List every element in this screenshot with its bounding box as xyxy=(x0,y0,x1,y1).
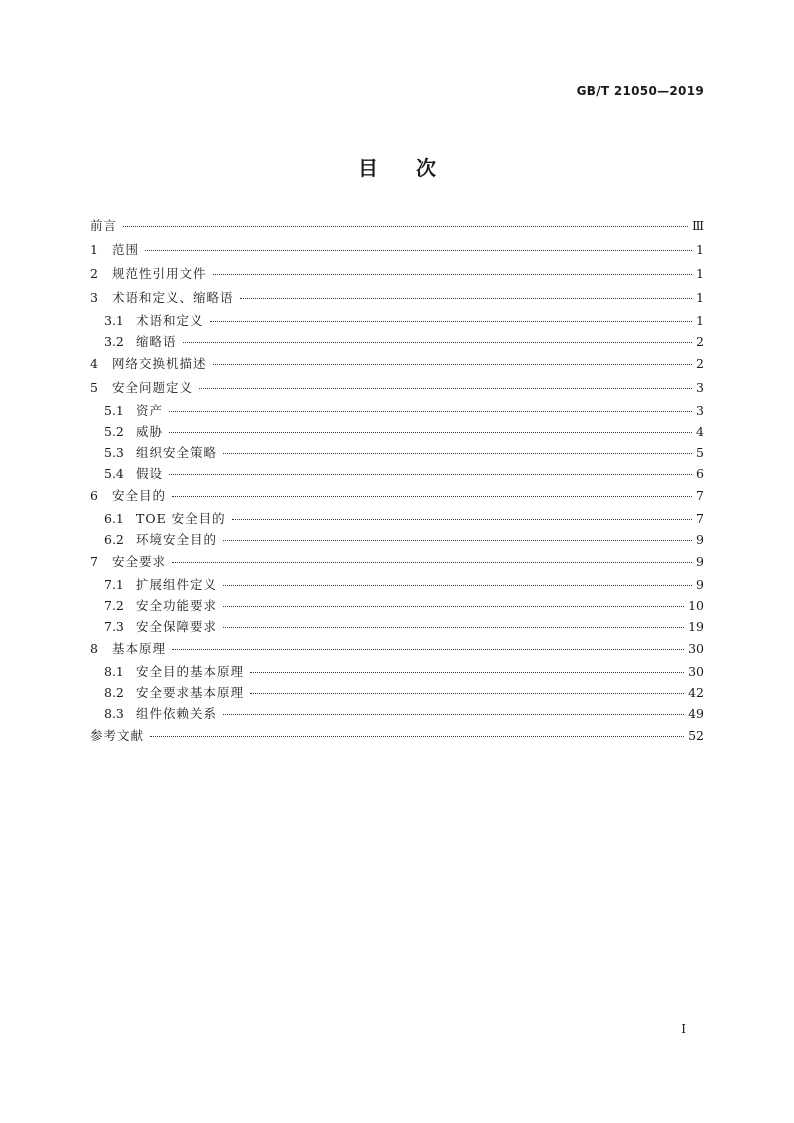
toc-entry-number: 6.2 xyxy=(104,532,124,547)
toc-leader-dots xyxy=(213,364,692,365)
toc-leader-dots xyxy=(123,226,688,227)
toc-entry-number: 6.1 xyxy=(104,511,124,526)
toc-entry[interactable] xyxy=(90,703,704,724)
toc-leader-dots xyxy=(213,274,692,275)
toc-entry[interactable] xyxy=(90,661,704,682)
toc-entry-number: 7.2 xyxy=(104,598,124,613)
toc-entry[interactable] xyxy=(90,238,704,262)
toc-entry-number: 6 xyxy=(90,488,98,503)
toc-entry-label: 前言 xyxy=(90,218,118,233)
toc-entry-label: 范围 xyxy=(112,242,140,257)
toc-leader-dots xyxy=(223,606,684,607)
toc-entry[interactable] xyxy=(90,400,704,421)
toc-entry[interactable] xyxy=(90,508,704,529)
toc-leader-dots xyxy=(169,411,692,412)
toc-entry-label: 安全目的基本原理 xyxy=(136,664,245,679)
toc-leader-dots xyxy=(169,432,692,433)
toc-leader-dots xyxy=(183,342,692,343)
toc-entry-page: 3 xyxy=(696,380,704,395)
toc-entry-page: 5 xyxy=(696,445,704,460)
toc-entry-page: 1 xyxy=(696,290,704,305)
toc-entry[interactable] xyxy=(90,574,704,595)
toc-leader-dots xyxy=(250,693,684,694)
toc-entry-label: 网络交换机描述 xyxy=(112,356,207,371)
toc-entry[interactable] xyxy=(90,637,704,661)
toc-entry[interactable] xyxy=(90,262,704,286)
toc-entry-label: 安全要求 xyxy=(112,554,167,569)
toc-entry-page: 9 xyxy=(696,577,704,592)
toc-entry-page: 10 xyxy=(688,598,704,613)
toc-entry-number: 3.2 xyxy=(104,334,124,349)
toc-entry-page: 2 xyxy=(696,356,704,371)
toc-entry-number: 5.2 xyxy=(104,424,124,439)
toc-entry-page: 2 xyxy=(696,334,704,349)
toc-entry-page: 42 xyxy=(688,685,704,700)
toc-leader-dots xyxy=(169,474,692,475)
toc-leader-dots xyxy=(223,453,692,454)
toc-entry-label: 安全问题定义 xyxy=(112,380,194,395)
toc-entry-number: 7 xyxy=(90,554,98,569)
toc-entry-number: 4 xyxy=(90,356,98,371)
toc-entry-number: 7.1 xyxy=(104,577,124,592)
toc-leader-dots xyxy=(172,496,692,497)
toc-entry[interactable] xyxy=(90,214,704,238)
toc-entry-page: 4 xyxy=(696,424,704,439)
toc-entry[interactable] xyxy=(90,550,704,574)
toc-entry[interactable] xyxy=(90,724,704,748)
toc-entry-number: 2 xyxy=(90,266,98,281)
toc-entry-page: 9 xyxy=(696,554,704,569)
toc-entry[interactable] xyxy=(90,376,704,400)
toc-entry-number: 8.3 xyxy=(104,706,124,721)
toc-entry-label: 参考文献 xyxy=(90,728,145,743)
toc-leader-dots xyxy=(172,649,684,650)
toc-entry[interactable] xyxy=(90,310,704,331)
toc-leader-dots xyxy=(232,519,692,520)
toc-entry[interactable] xyxy=(90,442,704,463)
toc-entry-number: 5.3 xyxy=(104,445,124,460)
toc-entry-number: 8 xyxy=(90,641,98,656)
toc-entry-label: 缩略语 xyxy=(136,334,177,349)
toc-entry-label: 术语和定义 xyxy=(136,313,204,328)
toc-entry[interactable] xyxy=(90,421,704,442)
toc-entry-number: 8.2 xyxy=(104,685,124,700)
toc-entry-page: 3 xyxy=(696,403,704,418)
toc-entry[interactable] xyxy=(90,331,704,352)
toc-entry-page: 1 xyxy=(696,266,704,281)
toc-entry-number: 7.3 xyxy=(104,619,124,634)
page-title: 目次 xyxy=(358,156,474,180)
toc-entry-label: 安全目的 xyxy=(112,488,167,503)
toc-entry-label: 假设 xyxy=(136,466,164,481)
toc-entry-label: 术语和定义、缩略语 xyxy=(112,290,234,305)
toc-entry-label: 组织安全策略 xyxy=(136,445,218,460)
toc-leader-dots xyxy=(210,321,692,322)
toc-entry-page: 30 xyxy=(688,664,704,679)
toc-entry[interactable] xyxy=(90,484,704,508)
toc-entry[interactable] xyxy=(90,286,704,310)
toc-leader-dots xyxy=(240,298,692,299)
toc-entry-label: TOE 安全目的 xyxy=(136,511,226,526)
toc-entry-page: 7 xyxy=(696,488,704,503)
toc-entry-label: 基本原理 xyxy=(112,641,167,656)
toc-entry-page: 1 xyxy=(696,242,704,257)
toc-entry-page: 6 xyxy=(696,466,704,481)
toc-entry-page: 30 xyxy=(688,641,704,656)
toc-leader-dots xyxy=(172,562,692,563)
page-number: I xyxy=(681,1022,686,1036)
toc-leader-dots xyxy=(145,250,692,251)
toc-entry-label: 组件依赖关系 xyxy=(136,706,218,721)
toc-entry[interactable] xyxy=(90,352,704,376)
toc-entry-page: 1 xyxy=(696,313,704,328)
toc-entry-label: 安全保障要求 xyxy=(136,619,218,634)
toc-entry-number: 8.1 xyxy=(104,664,124,679)
toc-entry-number: 5.4 xyxy=(104,466,124,481)
toc-entry-label: 安全功能要求 xyxy=(136,598,218,613)
toc-leader-dots xyxy=(250,672,684,673)
toc-entry[interactable] xyxy=(90,529,704,550)
toc-leader-dots xyxy=(223,540,692,541)
toc-entry-label: 安全要求基本原理 xyxy=(136,685,245,700)
toc-entry-number: 3 xyxy=(90,290,98,305)
toc-entry-label: 规范性引用文件 xyxy=(112,266,207,281)
toc-leader-dots xyxy=(223,627,684,628)
toc-entry-page: 52 xyxy=(688,728,704,743)
toc-entry-label: 环境安全目的 xyxy=(136,532,218,547)
toc-entry-number: 5 xyxy=(90,380,98,395)
standard-code: GB/T 21050—2019 xyxy=(576,84,704,98)
toc-leader-dots xyxy=(150,736,684,737)
toc-entry-page: 7 xyxy=(696,511,704,526)
toc-entry[interactable] xyxy=(90,463,704,484)
toc-entry-label: 威胁 xyxy=(136,424,164,439)
toc-entry-number: 3.1 xyxy=(104,313,124,328)
toc-leader-dots xyxy=(223,714,684,715)
toc-entry-number: 1 xyxy=(90,242,98,257)
toc-entry-page: 19 xyxy=(688,619,704,634)
toc-entry[interactable] xyxy=(90,616,704,637)
toc-entry-label: 资产 xyxy=(136,403,164,418)
toc-entry[interactable] xyxy=(90,682,704,703)
toc-entry[interactable] xyxy=(90,595,704,616)
toc-entry-page: Ⅲ xyxy=(691,218,704,233)
toc-leader-dots xyxy=(199,388,692,389)
toc-entry-page: 9 xyxy=(696,532,704,547)
toc-leader-dots xyxy=(223,585,692,586)
table-of-contents xyxy=(90,214,704,748)
toc-entry-page: 49 xyxy=(688,706,704,721)
toc-entry-number: 5.1 xyxy=(104,403,124,418)
toc-entry-label: 扩展组件定义 xyxy=(136,577,218,592)
